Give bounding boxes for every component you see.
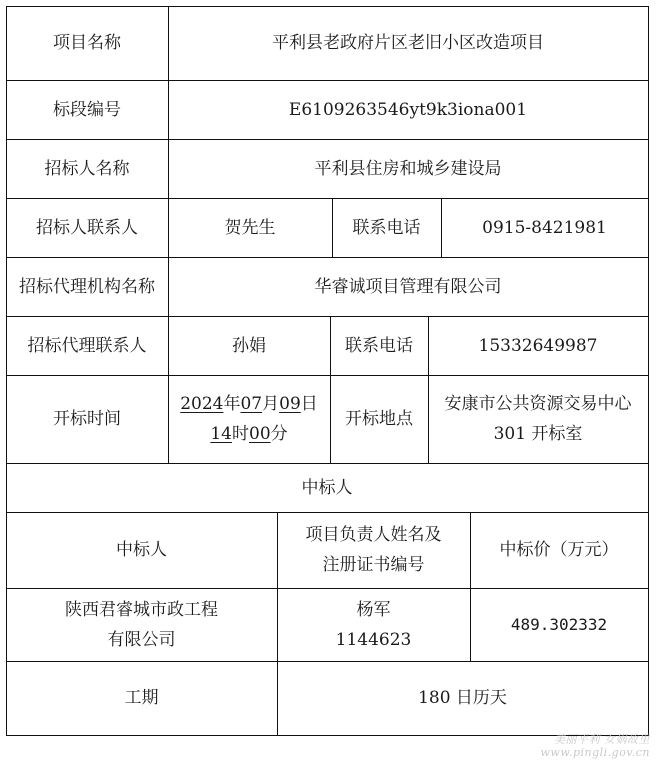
manager-name: 杨军: [356, 599, 391, 620]
tenderer-phone-label: 联系电话: [352, 217, 421, 238]
winner-section-title: 中标人: [301, 477, 353, 498]
hour-unit: 时: [232, 424, 249, 444]
duration-label: 工期: [124, 688, 159, 708]
opening-place-line1: 安康市公共资源交易中心: [444, 394, 632, 414]
winner-name-line1: 陕西君睿城市政工程: [65, 599, 218, 620]
opening-place-line2: 301 开标室: [493, 424, 583, 444]
watermark-url: www.pingli.gov.cn: [540, 746, 650, 759]
section-number-value: E6109263546yt9k3iona001: [288, 99, 528, 120]
agency-phone-value: 15332649987: [478, 335, 598, 356]
opening-place-value: [428, 375, 648, 463]
agency-label: 招标代理机构名称: [19, 276, 155, 297]
tenderer-value: 平利县住房和城乡建设局: [314, 158, 502, 179]
day-unit: 日: [300, 394, 318, 414]
winner-header: 中标人: [116, 540, 167, 560]
watermark-slogan: 美丽平利 女娲故里: [554, 733, 650, 746]
opening-minute: 00: [249, 424, 271, 444]
agency-contact-value: 孙娟: [232, 335, 266, 356]
winning-price: 489.302332: [510, 614, 608, 634]
opening-place-label: 开标地点: [345, 409, 413, 429]
tenderer-contact-value: 贺先生: [224, 217, 276, 238]
price-header: 中标价（万元）: [499, 540, 619, 560]
agency-contact-label: 招标代理联系人: [27, 335, 147, 356]
tenderer-phone-value: 0915-8421981: [482, 217, 607, 238]
project-name-label: 项目名称: [53, 33, 121, 53]
project-name-value: 平利县老政府片区老旧小区改造项目: [272, 33, 544, 53]
agency-value: 华睿诚项目管理有限公司: [314, 276, 502, 297]
tenderer-contact-label: 招标人联系人: [36, 217, 138, 238]
opening-time-value: [168, 375, 330, 463]
agency-phone-label: 联系电话: [345, 335, 413, 356]
manager-info: [277, 588, 470, 661]
opening-day: 09: [279, 394, 301, 414]
manager-header-line2: 注册证书编号: [322, 555, 425, 575]
manager-header-line1: 项目负责人姓名及: [305, 525, 442, 545]
opening-month: 07: [240, 394, 263, 414]
opening-clock-line: [210, 419, 287, 449]
month-unit: 月: [262, 394, 280, 414]
section-number-label: 标段编号: [53, 99, 121, 120]
duration-value: 180 日历天: [418, 688, 507, 708]
manager-header: [277, 512, 470, 588]
opening-hour: 14: [210, 424, 232, 444]
year-unit: 年: [223, 394, 241, 414]
manager-cert-no: 1144623: [335, 629, 412, 650]
table-border-right: [648, 6, 649, 736]
minute-unit: 分: [270, 424, 288, 444]
opening-year: 2024: [180, 394, 224, 414]
opening-date-line: [180, 389, 318, 419]
opening-time-label: 开标时间: [53, 409, 121, 429]
winner-name: [6, 588, 277, 661]
site-watermark: [541, 733, 650, 759]
tenderer-label: 招标人名称: [44, 158, 130, 179]
winner-name-line2: 有限公司: [107, 629, 176, 650]
